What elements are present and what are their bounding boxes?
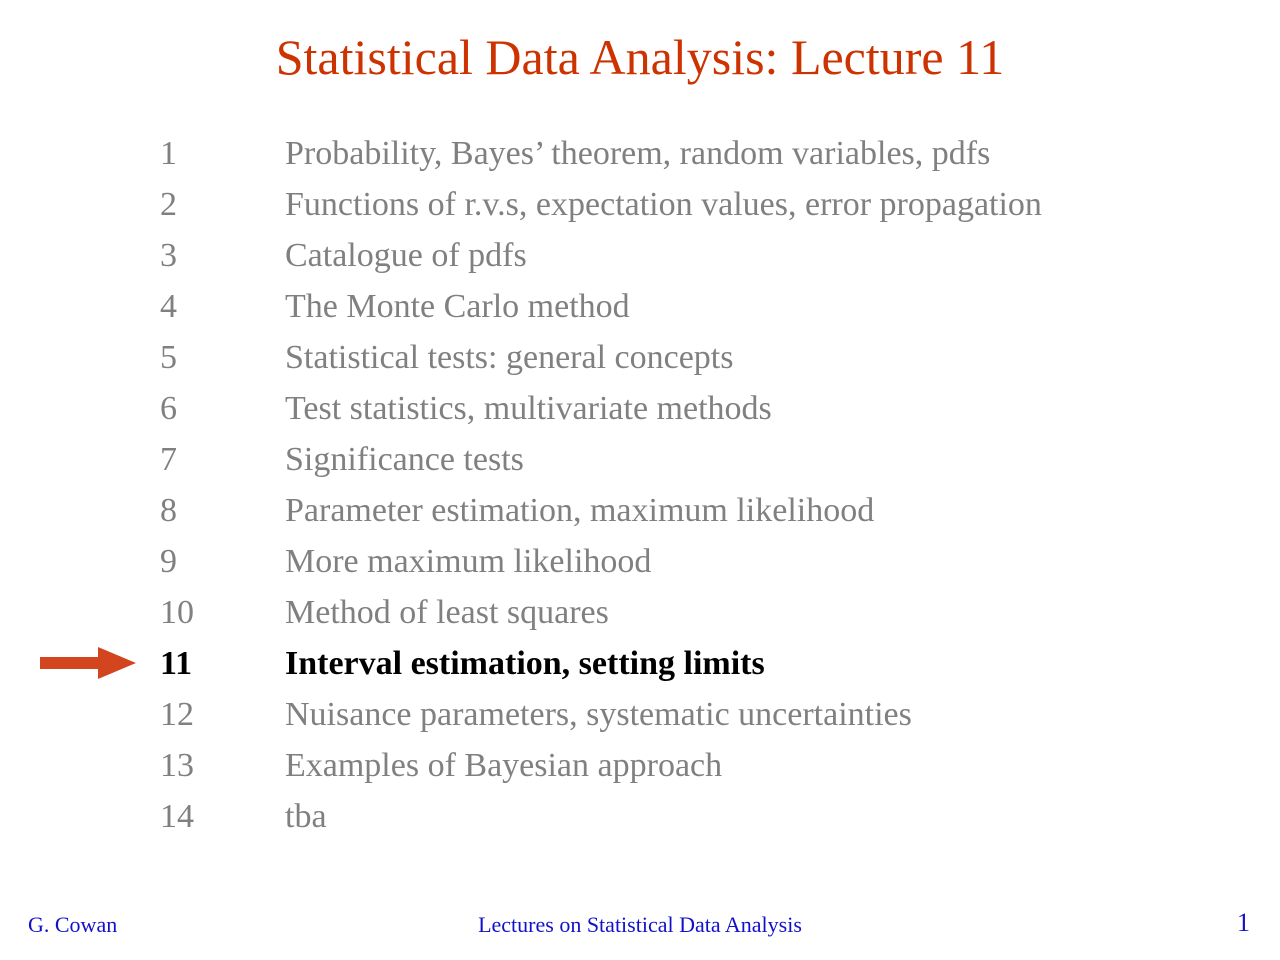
lecture-title: Probability, Bayes’ theorem, random variables, pdfs — [285, 135, 991, 172]
lecture-title: More maximum likelihood — [285, 543, 652, 580]
list-item — [160, 128, 1270, 179]
list-item-current — [160, 638, 1270, 689]
right-arrow-icon — [40, 645, 138, 681]
lecture-number: 11 — [160, 645, 193, 682]
lecture-title: Method of least squares — [285, 594, 609, 631]
lecture-number: 6 — [160, 390, 177, 427]
lecture-title: Catalogue of pdfs — [285, 237, 527, 274]
lecture-number: 14 — [160, 798, 194, 835]
lecture-number: 8 — [160, 492, 177, 529]
lecture-number: 3 — [160, 237, 177, 274]
list-item — [160, 536, 1270, 587]
lecture-number: 10 — [160, 594, 194, 631]
list-item — [160, 281, 1270, 332]
lecture-title: Significance tests — [285, 441, 524, 478]
page-number: 1 — [1237, 908, 1250, 937]
list-item — [160, 587, 1270, 638]
lecture-number: 2 — [160, 186, 177, 223]
list-item — [160, 230, 1270, 281]
list-item — [160, 434, 1270, 485]
lecture-number: 13 — [160, 747, 194, 784]
lecture-number: 4 — [160, 288, 177, 325]
list-item — [160, 179, 1270, 230]
lecture-title: Examples of Bayesian approach — [285, 747, 723, 784]
lecture-number: 12 — [160, 696, 194, 733]
list-item — [160, 740, 1270, 791]
lecture-number: 7 — [160, 441, 177, 478]
lecture-title: The Monte Carlo method — [285, 288, 630, 325]
lecture-number: 5 — [160, 339, 177, 376]
list-item — [160, 383, 1270, 434]
list-item — [160, 791, 1270, 842]
list-item — [160, 485, 1270, 536]
lecture-title: Parameter estimation, maximum likelihood — [285, 492, 875, 529]
lecture-title: Nuisance parameters, systematic uncertainties — [285, 696, 912, 733]
lecture-title: Interval estimation, setting limits — [285, 645, 765, 682]
lecture-title: Functions of r.v.s, expectation values, error propagation — [285, 186, 1042, 223]
lecture-number: 1 — [160, 135, 177, 172]
lecture-title: Statistical tests: general concepts — [285, 339, 734, 376]
page-title: Statistical Data Analysis: Lecture 11 — [275, 29, 1005, 85]
footer-author: G. Cowan — [28, 912, 118, 937]
lecture-number: 9 — [160, 543, 177, 580]
list-item — [160, 332, 1270, 383]
lecture-list — [160, 128, 1270, 842]
lecture-title: Test statistics, multivariate methods — [285, 390, 772, 427]
footer-title: Lectures on Statistical Data Analysis — [478, 912, 802, 937]
list-item — [160, 689, 1270, 740]
lecture-title: tba — [285, 798, 327, 835]
